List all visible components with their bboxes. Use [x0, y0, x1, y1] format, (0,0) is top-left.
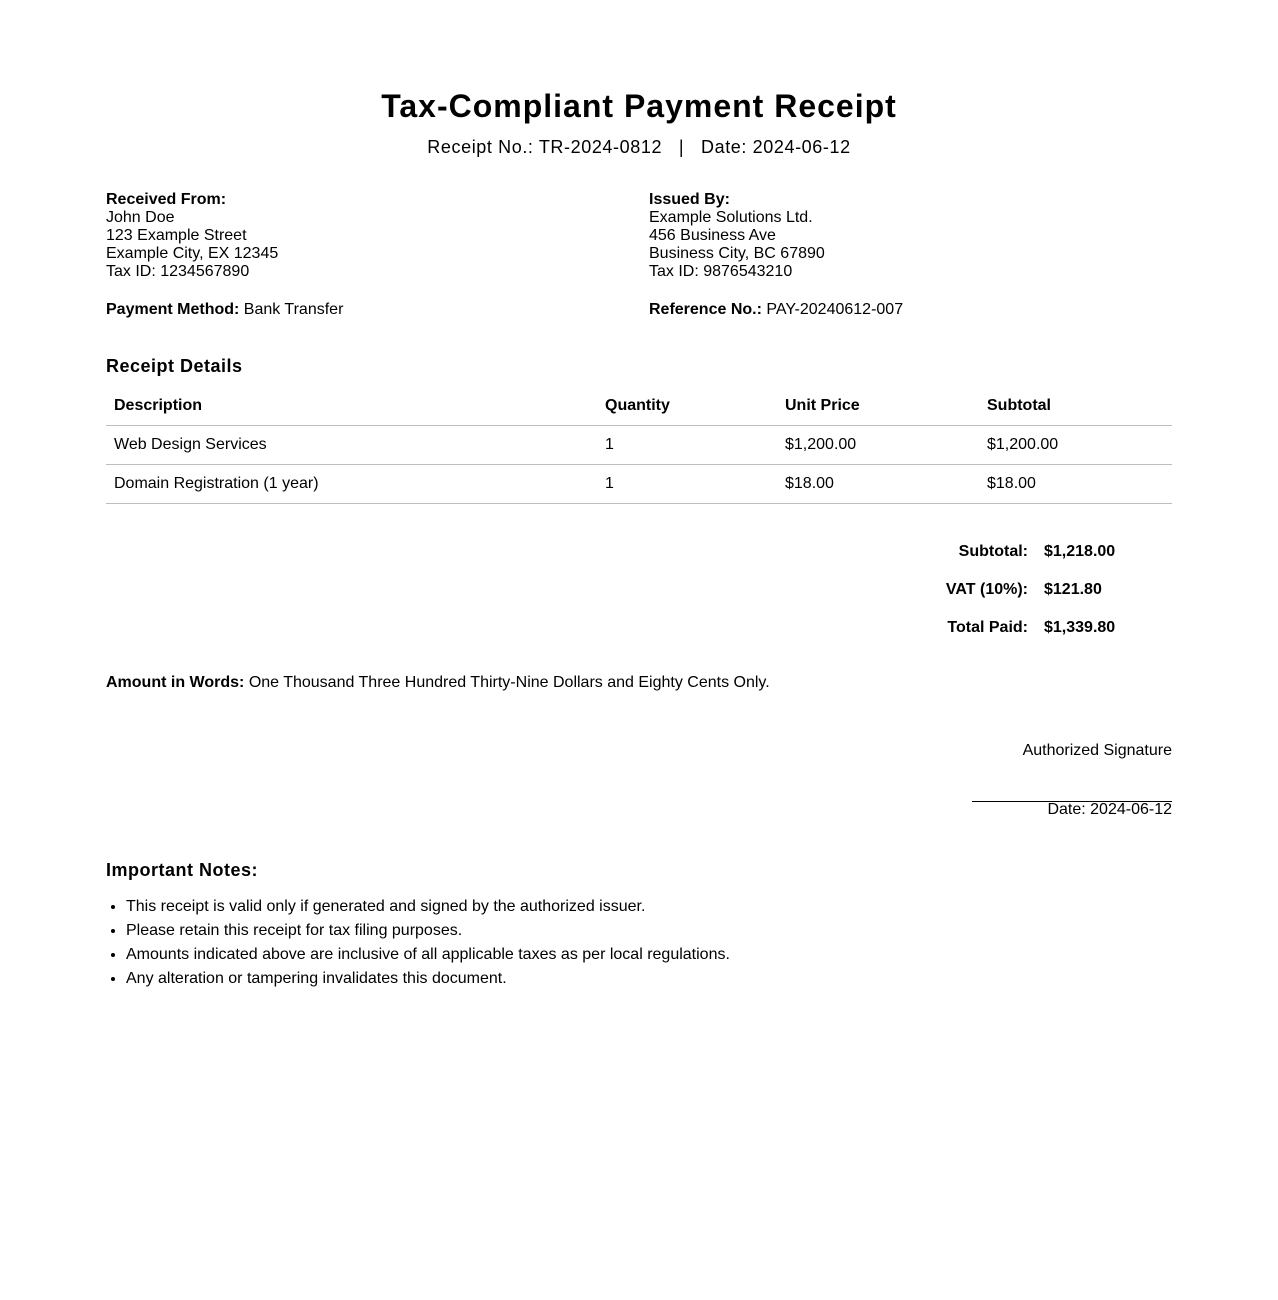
received-from-label: Received From:: [106, 191, 227, 208]
totals-block: [900, 533, 1172, 647]
issuer-name: Example Solutions Ltd.: [649, 209, 813, 226]
receipt-details-heading: Receipt Details: [106, 356, 243, 376]
total-paid-label: Total Paid:: [947, 619, 1028, 636]
receipt-number-label: Receipt No.:: [427, 137, 534, 157]
line-items-table: [106, 387, 1172, 504]
important-notes-heading: Important Notes:: [106, 860, 258, 880]
issuer-address-line1: 456 Business Ave: [649, 227, 776, 244]
total-paid-row: [900, 609, 1172, 647]
signature-date: Date: 2024-06-12: [1047, 801, 1172, 818]
reference-number-value: PAY-20240612-007: [766, 301, 904, 318]
item-quantity: 1: [597, 465, 777, 504]
issued-by-label: Issued By:: [649, 191, 730, 208]
receipt-date: 2024-06-12: [752, 137, 851, 157]
vat-value: $121.80: [1044, 581, 1102, 598]
item-quantity: 1: [597, 426, 777, 465]
column-header-unit-price: Unit Price: [777, 387, 979, 426]
table-header-row: [106, 387, 1172, 426]
column-header-subtotal: Subtotal: [979, 387, 1172, 426]
list-item: • Amounts indicated above are inclusive of all applicable taxes as per local regulations.: [126, 943, 730, 967]
amount-in-words: [106, 674, 770, 692]
issued-by-block: [649, 191, 1109, 281]
payer-tax-id: Tax ID: 1234567890: [106, 263, 250, 280]
notes-list: [106, 895, 730, 991]
vat-label: VAT (10%):: [945, 581, 1028, 598]
item-description: Domain Registration (1 year): [106, 465, 597, 504]
table-row: [106, 465, 1172, 504]
payer-address-line2: Example City, EX 12345: [106, 245, 279, 262]
list-item: • This receipt is valid only if generated and signed by the authorized issuer.: [126, 895, 730, 919]
issuer-address-line2: Business City, BC 67890: [649, 245, 825, 262]
receipt-subtitle: [0, 137, 1278, 158]
item-description: Web Design Services: [106, 426, 597, 465]
receipt-title: Tax-Compliant Payment Receipt: [381, 88, 897, 124]
receipt-number: TR-2024-0812: [538, 137, 663, 157]
subtitle-separator: |: [678, 137, 685, 157]
list-item: • Please retain this receipt for tax filing purposes.: [126, 919, 730, 943]
subtotal-label: Subtotal:: [958, 543, 1028, 560]
item-subtotal: $1,200.00: [979, 426, 1172, 465]
amount-in-words-label: Amount in Words:: [106, 674, 245, 691]
total-paid-value: $1,339.80: [1044, 619, 1116, 636]
list-item: • Any alteration or tampering invalidates this document.: [126, 967, 730, 991]
subtotal-value: $1,218.00: [1044, 543, 1116, 560]
table-row: [106, 426, 1172, 465]
amount-in-words-text: One Thousand Three Hundred Thirty-Nine Dollars and Eighty Cents Only.: [248, 674, 770, 691]
payment-method-value: Bank Transfer: [243, 301, 344, 318]
received-from-block: [106, 191, 566, 281]
vat-row: [900, 571, 1172, 609]
issuer-tax-id: Tax ID: 9876543210: [649, 263, 793, 280]
item-unit-price: $18.00: [777, 465, 979, 504]
authorized-signature-label: Authorized Signature: [1022, 742, 1172, 759]
receipt-date-label: Date:: [701, 137, 748, 157]
reference-number: [649, 301, 903, 319]
payer-address-line1: 123 Example Street: [106, 227, 247, 244]
subtotal-row: [900, 533, 1172, 571]
column-header-quantity: Quantity: [597, 387, 777, 426]
payment-method: [106, 301, 343, 319]
item-subtotal: $18.00: [979, 465, 1172, 504]
payment-method-label: Payment Method:: [106, 301, 240, 318]
item-unit-price: $1,200.00: [777, 426, 979, 465]
reference-number-label: Reference No.:: [649, 301, 762, 318]
column-header-description: Description: [106, 387, 597, 426]
payer-name: John Doe: [106, 209, 175, 226]
